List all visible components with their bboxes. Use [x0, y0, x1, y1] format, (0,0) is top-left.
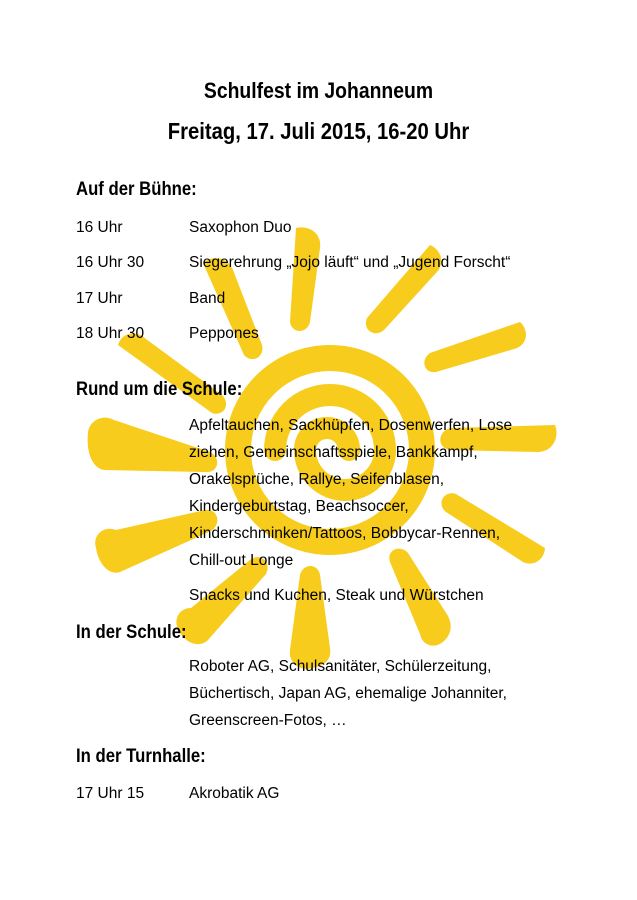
- activity-line: Orakelsprüche, Rallye, Seifenblasen,: [189, 471, 445, 488]
- schedule-event: Siegerehrung „Jojo läuft“ und „Jugend Forscht“: [189, 254, 511, 271]
- activity-line: Chill-out Longe: [189, 552, 294, 569]
- section-heading-in-der-schule: In der Schule:: [76, 622, 187, 643]
- poster-title: Schulfest im Johanneum: [203, 78, 434, 103]
- schedule-event: Peppones: [189, 325, 259, 342]
- activity-line: Kinderschminken/Tattoos, Bobbycar-Rennen,: [189, 525, 501, 542]
- schedule-time: 18 Uhr 30: [76, 325, 145, 342]
- schedule-time: 17 Uhr 15: [76, 785, 145, 802]
- event-date: Freitag, 17. Juli 2015, 16-20 Uhr: [167, 118, 470, 144]
- section-heading-turnhalle: In der Turnhalle:: [76, 746, 206, 767]
- schedule-event: Akrobatik AG: [189, 785, 280, 802]
- section-heading-rund-um-die-schule: Rund um die Schule:: [76, 379, 243, 400]
- activity-list: [189, 412, 569, 574]
- food-line: Snacks und Kuchen, Steak und Würstchen: [189, 587, 484, 604]
- schedule-event: Band: [189, 290, 226, 307]
- indoor-list: [189, 653, 569, 734]
- indoor-line: Roboter AG, Schulsanitäter, Schülerzeitung,: [189, 658, 492, 675]
- activity-line: Kindergeburtstag, Beachsoccer,: [189, 498, 409, 515]
- activity-line: ziehen, Gemeinschaftsspiele, Bankkampf,: [189, 444, 478, 461]
- schedule-time: 16 Uhr: [76, 219, 123, 236]
- indoor-line: Büchertisch, Japan AG, ehemalige Johanniter,: [189, 685, 507, 702]
- section-heading-buehne: Auf der Bühne:: [76, 179, 197, 200]
- indoor-line: Greenscreen-Fotos, …: [189, 712, 347, 729]
- schedule-time: 16 Uhr 30: [76, 254, 145, 271]
- activity-line: Apfeltauchen, Sackhüpfen, Dosenwerfen, Lose: [189, 417, 513, 434]
- schedule-event: Saxophon Duo: [189, 219, 292, 236]
- schedule-time: 17 Uhr: [76, 290, 123, 307]
